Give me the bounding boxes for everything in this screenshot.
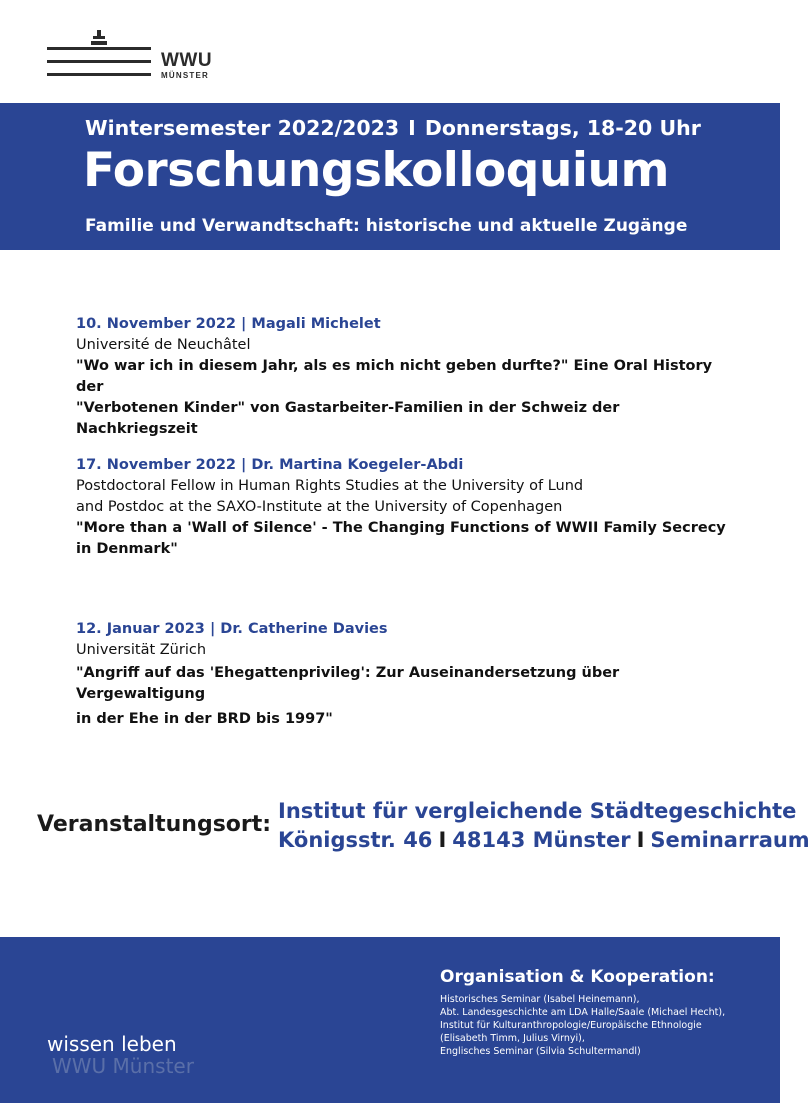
footer-slogan: wissen leben xyxy=(47,1032,177,1056)
organisation-line: Abt. Landesgeschichte am LDA Halle/Saale (Michael Hecht), xyxy=(440,1007,726,1018)
venue-label: Veranstaltungsort: xyxy=(37,812,272,837)
header-band xyxy=(0,103,780,250)
organisation-line: Englisches Seminar (Silvia Schultermandl) xyxy=(440,1046,641,1057)
logo-brand: WWU xyxy=(161,50,213,71)
footer-band xyxy=(0,937,780,1103)
schedule-text: Donnerstags, 18-20 Uhr xyxy=(424,116,701,140)
event-talk-title: "Wo war ich in diesem Jahr, als es mich nicht geben durfte?" Eine Oral History der xyxy=(76,358,713,395)
event-affiliation: Postdoctoral Fellow in Human Rights Studies at the University of Lund xyxy=(76,478,584,494)
event-talk-title: in Denmark" xyxy=(76,541,178,557)
organisation-line: (Elisabeth Timm, Julius Virnyi), xyxy=(440,1033,585,1044)
venue-separator: I xyxy=(636,828,645,852)
venue-room: Seminarraum xyxy=(650,828,810,852)
organisation-title: Organisation & Kooperation: xyxy=(440,967,715,987)
event-talk-title: "Angriff auf das 'Ehegattenprivileg': Zur Auseinandersetzung über Vergewaltigung xyxy=(76,665,620,702)
logo-lines-icon xyxy=(47,30,151,80)
venue-city: 48143 Münster xyxy=(452,828,631,852)
venue-address xyxy=(278,797,810,855)
event-talk-title: in der Ehe in der BRD bis 1997" xyxy=(76,711,333,727)
event-affiliation: Universität Zürich xyxy=(76,642,207,658)
event-item xyxy=(76,619,726,730)
organisation-line: Historisches Seminar (Isabel Heinemann), xyxy=(440,994,640,1005)
wwu-logo xyxy=(47,30,247,85)
venue-institution: Institut für vergleichende Städtegeschichte xyxy=(278,799,797,823)
semester-line xyxy=(85,116,701,140)
event-talk-title: "Verbotenen Kinder" von Gastarbeiter-Familien in der Schweiz der Nachkriegszeit xyxy=(76,400,620,437)
event-date-speaker: 17. November 2022 | Dr. Martina Koegeler-Abdi xyxy=(76,457,464,473)
semester-separator: I xyxy=(408,116,416,140)
event-item xyxy=(76,314,726,440)
event-affiliation: and Postdoc at the SAXO-Institute at the University of Copenhagen xyxy=(76,499,563,515)
venue-address-line xyxy=(278,826,810,855)
page-title: Forschungskolloquium xyxy=(83,143,669,198)
footer-slogan-sub: WWU Münster xyxy=(52,1054,194,1078)
event-affiliation: Université de Neuchâtel xyxy=(76,337,251,353)
event-item xyxy=(76,455,726,560)
organisation-line: Institut für Kulturanthropologie/Europäische Ethnologie xyxy=(440,1020,702,1031)
semester-text: Wintersemester 2022/2023 xyxy=(85,116,400,140)
organisation-list xyxy=(440,993,725,1058)
logo-subline: MÜNSTER xyxy=(161,71,209,80)
event-date-speaker: 10. November 2022 | Magali Michelet xyxy=(76,316,381,332)
venue-separator: I xyxy=(438,828,447,852)
page-subtitle: Familie und Verwandtschaft: historische und aktuelle Zugänge xyxy=(85,216,688,236)
event-talk-title: "More than a 'Wall of Silence' - The Changing Functions of WWII Family Secrecy xyxy=(76,520,726,536)
venue-street: Königsstr. 46 xyxy=(278,828,433,852)
event-date-speaker: 12. Januar 2023 | Dr. Catherine Davies xyxy=(76,621,388,637)
